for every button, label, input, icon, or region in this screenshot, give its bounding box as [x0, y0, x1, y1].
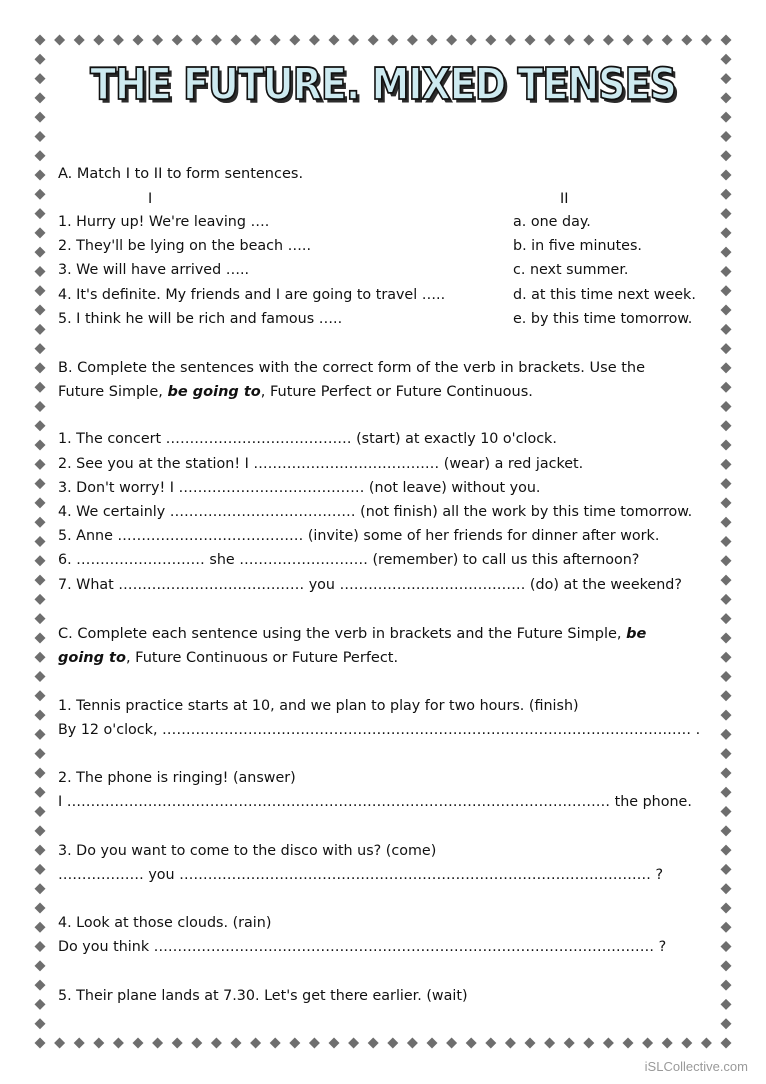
border-diamond: [485, 35, 496, 46]
border-diamond: [721, 35, 732, 46]
border-diamond: [721, 1018, 732, 1029]
border-diamond: [152, 1038, 163, 1049]
border-diamond: [505, 35, 516, 46]
border-diamond: [721, 517, 732, 528]
border-diamond: [289, 35, 300, 46]
border-diamond: [35, 150, 46, 161]
match-right-item: a. one day.: [513, 214, 591, 230]
border-diamond: [485, 1038, 496, 1049]
section-c-heading: C. Complete each sentence using the verb in brackets and the Future Simple, be: [58, 626, 647, 642]
border-diamond: [35, 382, 46, 393]
match-right-item: d. at this time next week.: [513, 287, 696, 303]
border-diamond: [407, 35, 418, 46]
border-diamond: [35, 247, 46, 258]
border-diamond: [113, 35, 124, 46]
border-diamond: [152, 35, 163, 46]
border-diamond: [525, 35, 536, 46]
border-diamond: [721, 285, 732, 296]
border-diamond: [427, 35, 438, 46]
border-diamond: [721, 710, 732, 721]
border-diamond: [721, 266, 732, 277]
border-diamond: [35, 440, 46, 451]
border-diamond: [721, 343, 732, 354]
match-right-item: e. by this time tomorrow.: [513, 311, 693, 327]
border-diamond: [701, 1038, 712, 1049]
border-diamond: [721, 382, 732, 393]
border-diamond: [35, 671, 46, 682]
border-diamond: [133, 35, 144, 46]
border-diamond: [348, 35, 359, 46]
border-diamond: [309, 1038, 320, 1049]
border-diamond: [35, 343, 46, 354]
border-diamond: [681, 1038, 692, 1049]
exercise-c-answer-line: ……………… you ……………………………………………………………………………………… ?: [58, 867, 664, 883]
border-diamond: [721, 767, 732, 778]
page-title: THE FUTURE. MIXED TENSES: [90, 58, 676, 110]
border-diamond: [35, 131, 46, 142]
border-diamond: [35, 459, 46, 470]
border-diamond: [662, 35, 673, 46]
border-diamond: [74, 35, 85, 46]
border-diamond: [721, 536, 732, 547]
border-diamond: [172, 1038, 183, 1049]
border-diamond: [368, 35, 379, 46]
border-diamond: [721, 652, 732, 663]
border-diamond: [35, 883, 46, 894]
border-diamond: [35, 980, 46, 991]
border-diamond: [35, 690, 46, 701]
border-diamond: [544, 35, 555, 46]
border-diamond: [721, 690, 732, 701]
border-diamond: [721, 324, 732, 335]
border-diamond: [35, 960, 46, 971]
border-diamond: [466, 35, 477, 46]
border-diamond: [407, 1038, 418, 1049]
border-diamond: [329, 1038, 340, 1049]
border-diamond: [721, 980, 732, 991]
border-diamond: [93, 1038, 104, 1049]
exercise-b-item: 4. We certainly ………………………………… (not finish) all the work by this time tomorrow.: [58, 504, 693, 520]
exercise-b-item: 5. Anne ………………………………… (invite) some of her friends for dinner after work.: [58, 528, 660, 544]
column-i-header: I: [148, 191, 153, 207]
border-diamond: [583, 35, 594, 46]
border-diamond: [250, 1038, 261, 1049]
border-diamond: [721, 729, 732, 740]
border-diamond: [721, 806, 732, 817]
border-diamond: [35, 170, 46, 181]
border-diamond: [564, 35, 575, 46]
border-diamond: [35, 613, 46, 624]
border-diamond: [466, 1038, 477, 1049]
border-diamond: [721, 825, 732, 836]
border-diamond: [270, 1038, 281, 1049]
border-diamond: [721, 941, 732, 952]
border-diamond: [35, 1018, 46, 1029]
border-diamond: [701, 35, 712, 46]
border-diamond: [583, 1038, 594, 1049]
border-diamond: [35, 787, 46, 798]
border-diamond: [721, 883, 732, 894]
border-diamond: [329, 35, 340, 46]
border-diamond: [721, 497, 732, 508]
exercise-c-prompt: 5. Their plane lands at 7.30. Let's get there earlier. (wait): [58, 988, 468, 1004]
border-diamond: [387, 1038, 398, 1049]
border-diamond: [505, 1038, 516, 1049]
exercise-c-prompt: 4. Look at those clouds. (rain): [58, 915, 272, 931]
border-diamond: [721, 247, 732, 258]
border-diamond: [642, 35, 653, 46]
exercise-c-prompt: 3. Do you want to come to the disco with us? (come): [58, 843, 437, 859]
border-diamond: [721, 613, 732, 624]
border-diamond: [35, 652, 46, 663]
border-diamond: [35, 497, 46, 508]
match-left-item: 4. It's definite. My friends and I are going to travel …..: [58, 287, 446, 303]
section-b-heading: B. Complete the sentences with the correct form of the verb in brackets. Use the: [58, 360, 646, 376]
border-diamond: [289, 1038, 300, 1049]
border-diamond: [35, 536, 46, 547]
border-diamond: [721, 131, 732, 142]
border-diamond: [54, 35, 65, 46]
section-c-heading-line2: going to, Future Continuous or Future Perfect.: [58, 650, 399, 666]
exercise-c-answer-line: I …………………………………………………………………………………………………… the phone.: [58, 794, 692, 810]
border-diamond: [721, 305, 732, 316]
border-diamond: [721, 459, 732, 470]
border-diamond: [721, 748, 732, 759]
border-diamond: [721, 594, 732, 605]
border-diamond: [35, 710, 46, 721]
border-diamond: [113, 1038, 124, 1049]
border-diamond: [35, 825, 46, 836]
border-diamond: [191, 35, 202, 46]
border-diamond: [721, 671, 732, 682]
border-diamond: [721, 440, 732, 451]
match-left-item: 2. They'll be lying on the beach …..: [58, 238, 312, 254]
border-diamond: [35, 517, 46, 528]
border-diamond: [721, 960, 732, 971]
border-diamond: [603, 1038, 614, 1049]
border-diamond: [35, 845, 46, 856]
border-diamond: [603, 35, 614, 46]
border-diamond: [544, 1038, 555, 1049]
border-diamond: [348, 1038, 359, 1049]
border-diamond: [721, 170, 732, 181]
border-diamond: [270, 35, 281, 46]
border-diamond: [309, 35, 320, 46]
border-diamond: [35, 478, 46, 489]
border-diamond: [721, 999, 732, 1010]
border-diamond: [35, 767, 46, 778]
exercise-b-item: 1. The concert ………………………………… (start) at exactly 10 o'clock.: [58, 431, 557, 447]
exercise-b-item: 2. See you at the station! I ………………………………… (wear) a red jacket.: [58, 456, 584, 472]
border-diamond: [368, 1038, 379, 1049]
border-diamond: [35, 555, 46, 566]
border-diamond: [721, 864, 732, 875]
border-diamond: [564, 1038, 575, 1049]
border-diamond: [446, 1038, 457, 1049]
border-diamond: [721, 1038, 732, 1049]
match-right-item: b. in five minutes.: [513, 238, 642, 254]
border-diamond: [35, 575, 46, 586]
border-diamond: [427, 1038, 438, 1049]
border-diamond: [721, 208, 732, 219]
border-diamond: [721, 555, 732, 566]
border-diamond: [231, 1038, 242, 1049]
border-diamond: [35, 227, 46, 238]
border-diamond: [74, 1038, 85, 1049]
border-diamond: [662, 1038, 673, 1049]
border-diamond: [35, 112, 46, 123]
border-diamond: [721, 401, 732, 412]
border-diamond: [35, 902, 46, 913]
border-diamond: [35, 324, 46, 335]
match-left-item: 5. I think he will be rich and famous …..: [58, 311, 343, 327]
border-diamond: [35, 748, 46, 759]
border-diamond: [35, 401, 46, 412]
border-diamond: [35, 362, 46, 373]
border-diamond: [35, 999, 46, 1010]
section-b-heading-line2: Future Simple, be going to, Future Perfect or Future Continuous.: [58, 384, 533, 400]
border-diamond: [35, 594, 46, 605]
exercise-c-prompt: 1. Tennis practice starts at 10, and we plan to play for two hours. (finish): [58, 698, 579, 714]
border-diamond: [211, 35, 222, 46]
border-diamond: [721, 632, 732, 643]
match-left-item: 1. Hurry up! We're leaving ….: [58, 214, 270, 230]
border-diamond: [525, 1038, 536, 1049]
exercise-b-item: 7. What ………………………………… you ………………………………… (do) at the weekend?: [58, 577, 682, 593]
border-diamond: [623, 35, 634, 46]
border-diamond: [721, 575, 732, 586]
border-diamond: [721, 787, 732, 798]
border-diamond: [191, 1038, 202, 1049]
border-diamond: [35, 305, 46, 316]
border-diamond: [35, 864, 46, 875]
border-diamond: [35, 285, 46, 296]
border-diamond: [211, 1038, 222, 1049]
watermark: iSLCollective.com: [644, 1059, 748, 1074]
exercise-b-item: 3. Don't worry! I ………………………………… (not leave) without you.: [58, 480, 541, 496]
border-diamond: [623, 1038, 634, 1049]
border-diamond: [231, 35, 242, 46]
match-left-item: 3. We will have arrived …..: [58, 262, 250, 278]
border-diamond: [35, 35, 46, 46]
exercise-c-answer-line: By 12 o'clock, ………………………………………………………………………………………………… .: [58, 722, 701, 738]
border-diamond: [35, 806, 46, 817]
border-diamond: [35, 941, 46, 952]
match-right-item: c. next summer.: [513, 262, 629, 278]
border-diamond: [93, 35, 104, 46]
border-diamond: [250, 35, 261, 46]
border-diamond: [721, 902, 732, 913]
exercise-c-prompt: 2. The phone is ringing! (answer): [58, 770, 296, 786]
border-diamond: [35, 189, 46, 200]
border-diamond: [721, 845, 732, 856]
border-diamond: [721, 420, 732, 431]
border-diamond: [721, 112, 732, 123]
section-a-heading: A. Match I to II to form sentences.: [58, 166, 304, 182]
border-diamond: [642, 1038, 653, 1049]
border-diamond: [133, 1038, 144, 1049]
border-diamond: [172, 35, 183, 46]
border-diamond: [35, 266, 46, 277]
border-diamond: [35, 922, 46, 933]
border-diamond: [35, 729, 46, 740]
exercise-c-answer-line: Do you think …………………………………………………………………………………………… ?: [58, 939, 667, 955]
border-diamond: [721, 189, 732, 200]
border-diamond: [35, 208, 46, 219]
border-diamond: [721, 227, 732, 238]
border-diamond: [721, 922, 732, 933]
border-diamond: [681, 35, 692, 46]
border-diamond: [35, 420, 46, 431]
border-diamond: [387, 35, 398, 46]
exercise-b-item: 6. ……………………… she ……………………… (remember) to call us this afternoon?: [58, 552, 640, 568]
border-diamond: [54, 1038, 65, 1049]
border-diamond: [446, 35, 457, 46]
border-diamond: [35, 1038, 46, 1049]
border-diamond: [721, 478, 732, 489]
border-diamond: [35, 632, 46, 643]
border-diamond: [721, 362, 732, 373]
border-diamond: [721, 150, 732, 161]
column-ii-header: II: [560, 191, 569, 207]
